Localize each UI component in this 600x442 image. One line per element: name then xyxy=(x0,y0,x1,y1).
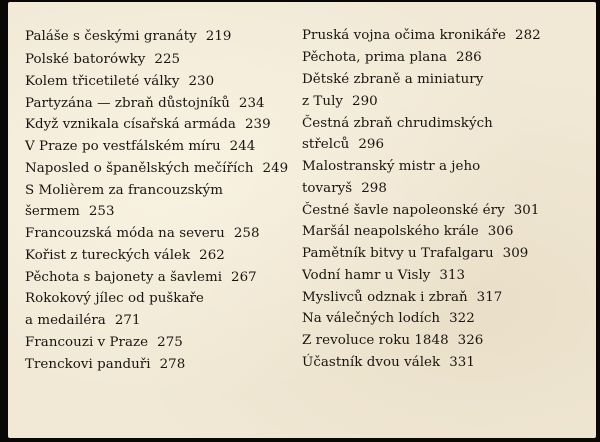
toc-title: tovaryš xyxy=(302,181,353,196)
toc-entry xyxy=(302,353,475,373)
toc-title: Čestná zbraň chrudimských xyxy=(302,116,493,131)
toc-page-number: 234 xyxy=(238,96,265,111)
toc-entry xyxy=(25,333,183,353)
toc-page-number: 309 xyxy=(502,246,529,261)
toc-page-number: 296 xyxy=(358,137,385,152)
toc-entry xyxy=(25,224,260,244)
toc-page-number: 322 xyxy=(449,311,475,326)
toc-entry xyxy=(25,137,255,157)
toc-entry xyxy=(25,268,257,288)
toc-title: Paláše s českými granáty xyxy=(25,29,197,44)
toc-title: z Tuly xyxy=(302,94,344,109)
toc-entry xyxy=(25,94,265,114)
toc-entry xyxy=(25,27,231,47)
toc-title: Pruská vojna očima kronikáře xyxy=(302,28,506,43)
toc-entry xyxy=(25,181,232,201)
toc-title: Partyzána — zbraň důstojníků xyxy=(25,96,230,111)
toc-page-number: 313 xyxy=(439,268,466,283)
book-page xyxy=(8,2,596,438)
toc-page-number: 282 xyxy=(515,28,541,43)
toc-entry xyxy=(25,289,213,309)
toc-title: Vodní hamr u Visly xyxy=(302,268,431,283)
toc-title: Dětské zbraně a miniatury xyxy=(302,72,484,87)
toc-page-number: 244 xyxy=(229,139,256,154)
toc-page-number: 301 xyxy=(513,203,540,218)
toc-title: Myslivců odznak i zbraň xyxy=(302,290,468,305)
toc-title: Francouzská móda na severu xyxy=(25,226,225,241)
toc-title: Pamětník bitvy u Trafalgaru xyxy=(302,246,494,261)
toc-page-number: 262 xyxy=(199,248,225,263)
toc-title: Polské batorówky xyxy=(25,52,146,67)
toc-title: Na válečných lodích xyxy=(302,311,441,326)
toc-page-number: 317 xyxy=(476,290,503,305)
toc-title: Pěchota s bajonety a šavlemi xyxy=(25,270,223,285)
toc-page-number: 286 xyxy=(456,50,482,65)
toc-title: šermem xyxy=(25,204,80,219)
toc-page-number: 267 xyxy=(231,270,257,285)
toc-entry xyxy=(302,26,541,46)
toc-title: V Praze po vestfálském míru xyxy=(25,139,221,154)
toc-entry xyxy=(25,50,180,70)
toc-entry xyxy=(302,157,489,177)
toc-page-number: 275 xyxy=(157,335,183,350)
toc-page-number: 290 xyxy=(352,94,378,109)
toc-entry xyxy=(302,135,384,155)
toc-entry xyxy=(25,246,225,266)
toc-entry xyxy=(302,244,528,264)
toc-entry xyxy=(302,201,539,221)
toc-title: Malostranský mistr a jeho xyxy=(302,159,481,174)
toc-page-number: 253 xyxy=(88,204,115,219)
toc-page-number: 306 xyxy=(487,224,514,239)
toc-page-number: 326 xyxy=(457,333,484,348)
toc-title: Čestné šavle napoleonské éry xyxy=(302,203,505,218)
toc-entry xyxy=(25,202,115,222)
toc-title: Francouzi v Praze xyxy=(25,335,149,350)
toc-entry xyxy=(25,159,288,179)
toc-page-number: 271 xyxy=(114,313,141,328)
toc-title: Naposled o španělských mečířích xyxy=(25,161,254,176)
toc-page-number: 298 xyxy=(361,181,387,196)
toc-title: Pěchota, prima plana xyxy=(302,50,448,65)
toc-entry xyxy=(302,114,502,134)
toc-entry xyxy=(302,288,502,308)
toc-entry xyxy=(302,331,483,351)
toc-entry xyxy=(302,92,378,112)
toc-title: střelců xyxy=(302,137,350,152)
toc-entry xyxy=(302,48,482,68)
toc-page-number: 225 xyxy=(154,52,181,67)
toc-title: Z revoluce roku 1848 xyxy=(302,333,449,348)
toc-title: Kolem třicetileté války xyxy=(25,74,180,89)
toc-entry xyxy=(302,70,492,90)
toc-entry xyxy=(25,311,141,331)
toc-title: a medailéra xyxy=(25,313,106,328)
toc-title: Když vznikala císařská armáda xyxy=(25,117,236,132)
toc-title: Trenckovi panduři xyxy=(25,357,151,372)
toc-title: Kořist z tureckých válek xyxy=(25,248,191,263)
toc-page-number: 230 xyxy=(188,74,215,89)
toc-title: Maršál neapolského krále xyxy=(302,224,479,239)
toc-entry xyxy=(302,179,387,199)
toc-entry xyxy=(302,222,513,242)
toc-entry xyxy=(25,115,271,135)
toc-page-number: 331 xyxy=(449,355,475,370)
toc-page-number: 258 xyxy=(233,226,260,241)
toc-page-number: 239 xyxy=(244,117,271,132)
toc-title: S Molièrem za francouzským xyxy=(25,183,224,198)
toc-entry xyxy=(25,72,214,92)
toc-page-number: 249 xyxy=(262,161,289,176)
toc-title: Účastník dvou válek xyxy=(302,355,441,370)
toc-entry xyxy=(302,309,475,329)
toc-entry xyxy=(302,266,465,286)
toc-title: Rokokový jílec od puškaře xyxy=(25,291,204,306)
toc-page-number: 219 xyxy=(205,29,232,44)
toc-entry xyxy=(25,355,185,375)
toc-page-number: 278 xyxy=(159,357,186,372)
